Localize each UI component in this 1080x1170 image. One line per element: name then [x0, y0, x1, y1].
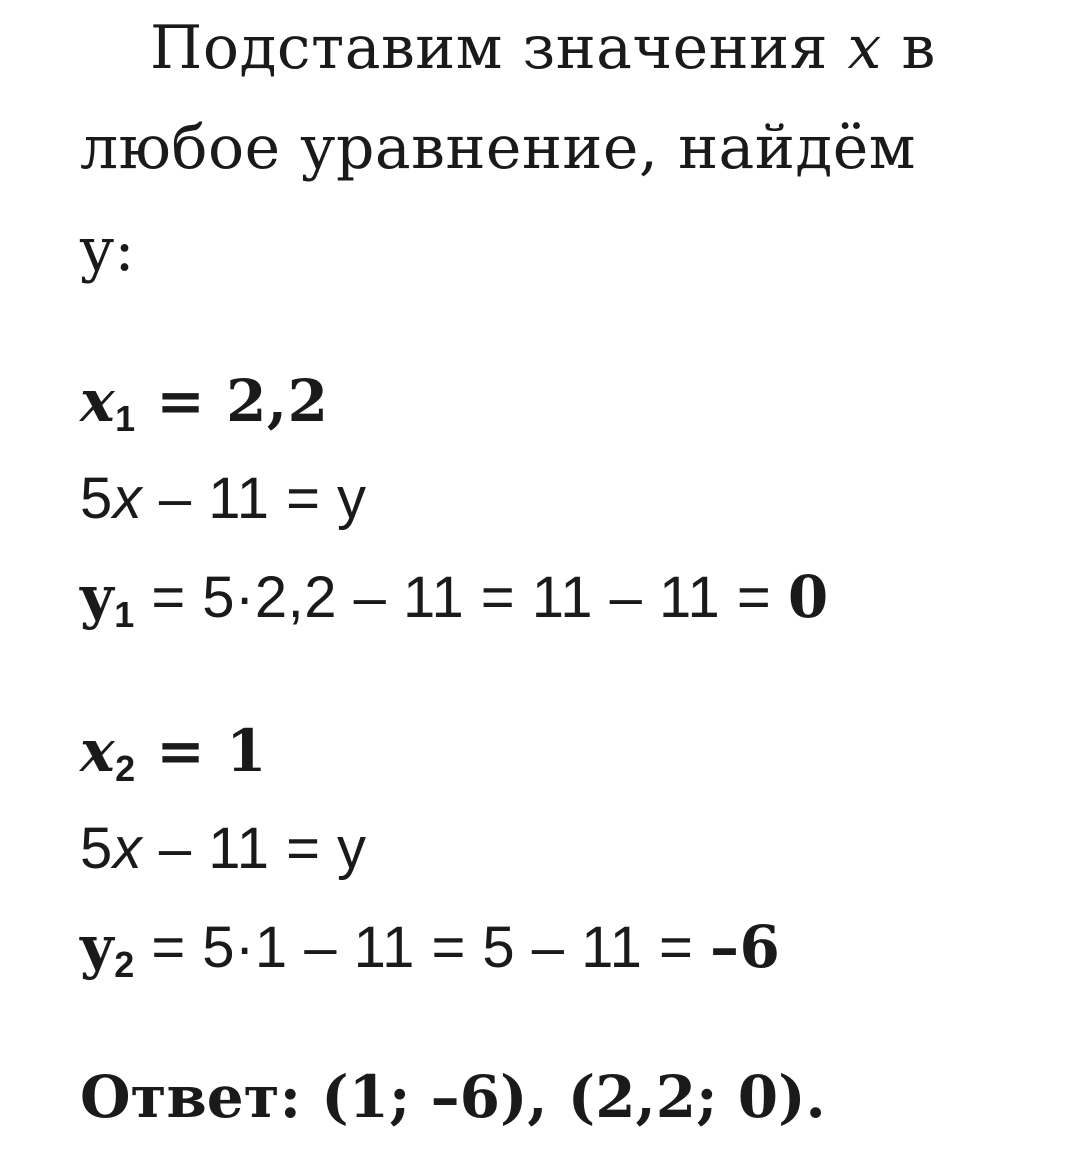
intro-variable-x: x	[847, 13, 882, 83]
equation-1	[80, 466, 367, 531]
equation-2-rest: – 11 = y	[142, 816, 367, 881]
answer-label: Ответ:	[80, 1063, 302, 1131]
x2-definition	[80, 717, 267, 790]
y2-calculation	[80, 913, 781, 986]
y1-label: y	[80, 563, 115, 631]
equation-2-var: x	[112, 816, 143, 881]
x1-definition	[80, 367, 329, 440]
answer-value: (1; –6), (2,2; 0).	[301, 1063, 826, 1131]
y1-calc: = 5·2,2 – 11 = 11 – 11 =	[134, 565, 788, 630]
equation-1-var: x	[112, 466, 143, 531]
equation-1-rest: – 11 = y	[142, 466, 367, 531]
x2-value: = 1	[135, 717, 267, 785]
intro-text-1-end: в	[881, 13, 936, 83]
x1-label: x	[80, 367, 116, 435]
x2-label: x	[80, 717, 116, 785]
equation-2-coef: 5	[80, 816, 113, 881]
y2-calc: = 5·1 – 11 = 5 – 11 =	[134, 915, 710, 980]
intro-line-3: y:	[80, 215, 136, 285]
equation-2	[80, 816, 367, 881]
y2-subscript: 2	[114, 944, 135, 986]
intro-line-1	[150, 13, 936, 83]
y1-result: 0	[787, 563, 829, 631]
y1-calculation	[80, 563, 829, 636]
y1-subscript: 1	[114, 594, 135, 636]
x1-value: = 2,2	[135, 367, 329, 435]
intro-line-2: любое уравнение, найдём	[80, 113, 916, 183]
intro-text-1: Подставим значения	[150, 13, 848, 83]
x2-subscript: 2	[115, 748, 136, 790]
answer-line	[80, 1063, 826, 1131]
y2-label: y	[80, 913, 115, 981]
equation-1-coef: 5	[80, 466, 113, 531]
y2-result: –6	[709, 913, 781, 981]
x1-subscript: 1	[115, 398, 136, 440]
